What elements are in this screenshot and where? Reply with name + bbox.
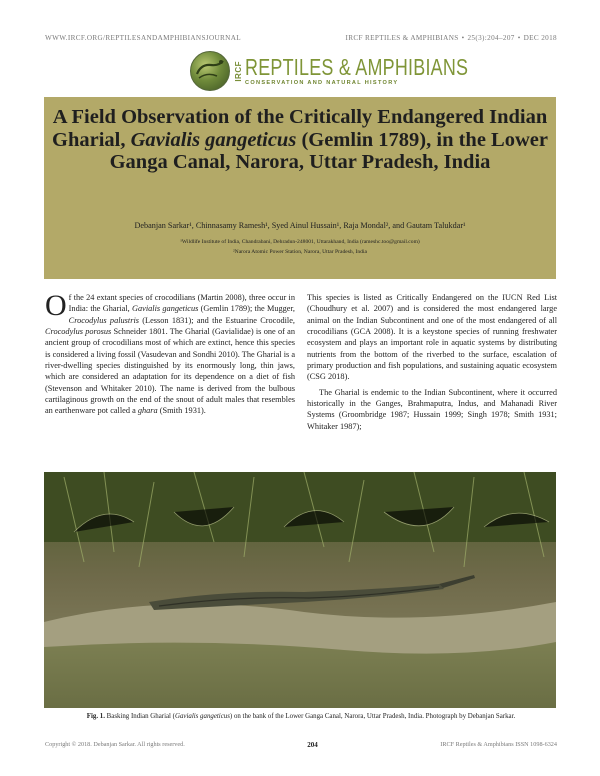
affiliation-1: ¹Wildlife Institute of India, Chandrabani, Dehradun-248001, Uttarakhand, India (rameshc.too@gmail.com) bbox=[180, 239, 420, 245]
journal-logo bbox=[190, 49, 531, 93]
title-box bbox=[44, 97, 556, 279]
logo-ircf: IRCF bbox=[234, 60, 243, 82]
caption-label: Fig. 1. bbox=[86, 713, 105, 720]
journal-url[interactable]: WWW.IRCF.ORG/REPTILESANDAMPHIBIANSJOURNAL bbox=[45, 34, 241, 42]
paragraph: Of the 24 extant species of crocodilians (Martin 2008), three occur in India: the Gharial, Gavialis gangeticus (Gemlin 1789); the Mugger, Crocodylus palustris (Lesson 1831); and the Estuarine Crocodile, Crocodylus porosus Schneider 1801. The Gharial (Gavialidae) is one of an ancient group of crocodilians most of which are extinct, hence this species is considered a living fossil (Vasudevan and Sondhi 2010). The Gharial is a river-dwelling species distinguished by its enormously long, thin jaws, which are considered an adaptation for its dependence on a diet of fish (Stevenson and Whitaker 2010). The name is derived from the bulbous cartilaginous growth on the end of the snout of adult males that resembles an earthenware pot called a ghara (Smith 1931). bbox=[45, 289, 296, 416]
paragraph: This species is listed as Critically Endangered on the IUCN Red List (Choudhury et al. 2007) and is considered the most endangered large animal on the Indian Subcontinent and one of the most endangered of all crocodilians (GCA 2008). It is a keystone species of running freshwater ecosystem and plays an important role in aquatic systems by distributing nutrients from the bottom of the riverbed to the surface, escalation of primary production and fish populations, and sustaining aquatic ecosystem (CSG 2018). bbox=[307, 293, 557, 382]
globe-lizard-icon bbox=[190, 51, 230, 91]
author-list: Debanjan Sarkar¹, Chinnasamy Ramesh¹, Syed Ainul Hussain¹, Raja Mondal², and Gautam Talukdar¹ bbox=[134, 221, 466, 230]
title-part-1: A Field Observation of the Critically Endangered Indian Gharial, bbox=[52, 106, 548, 151]
journal-citation: IRCF REPTILES & AMPHIBIANS • 25(3):204–207 • DEC 2018 bbox=[345, 34, 557, 42]
title-part-2: (Gemlin 1789), in the Lower Ganga Canal, Narora, Uttar Pradesh, India bbox=[109, 128, 548, 173]
affiliation-2: ²Narora Atomic Power Station, Narora, Uttar Pradesh, India bbox=[232, 249, 368, 255]
volume-pages: 25(3):204–207 bbox=[467, 34, 515, 42]
journal-name: IRCF REPTILES & AMPHIBIANS bbox=[345, 34, 459, 42]
title-species: Gavialis gangeticus bbox=[130, 128, 297, 151]
figure-caption: Fig. 1. Basking Indian Gharial (Gavialis gangeticus) on the bank of the Lower Ganga Canal, Narora, Uttar Pradesh, India. Photograph by Debanjan Sarkar. bbox=[86, 713, 516, 720]
journal-issn: IRCF Reptiles & Amphibians ISSN 1098-6324 bbox=[440, 741, 557, 748]
page-number: 204 bbox=[307, 741, 318, 749]
figure-photo bbox=[44, 472, 556, 708]
body-column-left bbox=[45, 289, 296, 417]
running-header bbox=[45, 34, 557, 42]
page-footer bbox=[45, 741, 557, 749]
logo-tagline: CONSERVATION AND NATURAL HISTORY bbox=[245, 80, 399, 86]
article-title bbox=[44, 106, 556, 174]
paragraph: The Gharial is endemic to the Indian Subcontinent, where it occurred historically in the Ganges, Brahmaputra, Indus, and Mahanadi River Systems (Groombridge 1987; Hussain 1999; Singh 1978; Smith 1931; Whitaker 1987); bbox=[307, 387, 557, 431]
body-column-right bbox=[307, 292, 557, 432]
drop-cap: O bbox=[45, 289, 67, 322]
logo-name: REPTILES & AMPHIBIANS bbox=[245, 54, 469, 80]
issue-date: DEC 2018 bbox=[523, 34, 557, 42]
copyright: Copyright © 2018. Debanjan Sarkar. All rights reserved. bbox=[45, 741, 185, 748]
